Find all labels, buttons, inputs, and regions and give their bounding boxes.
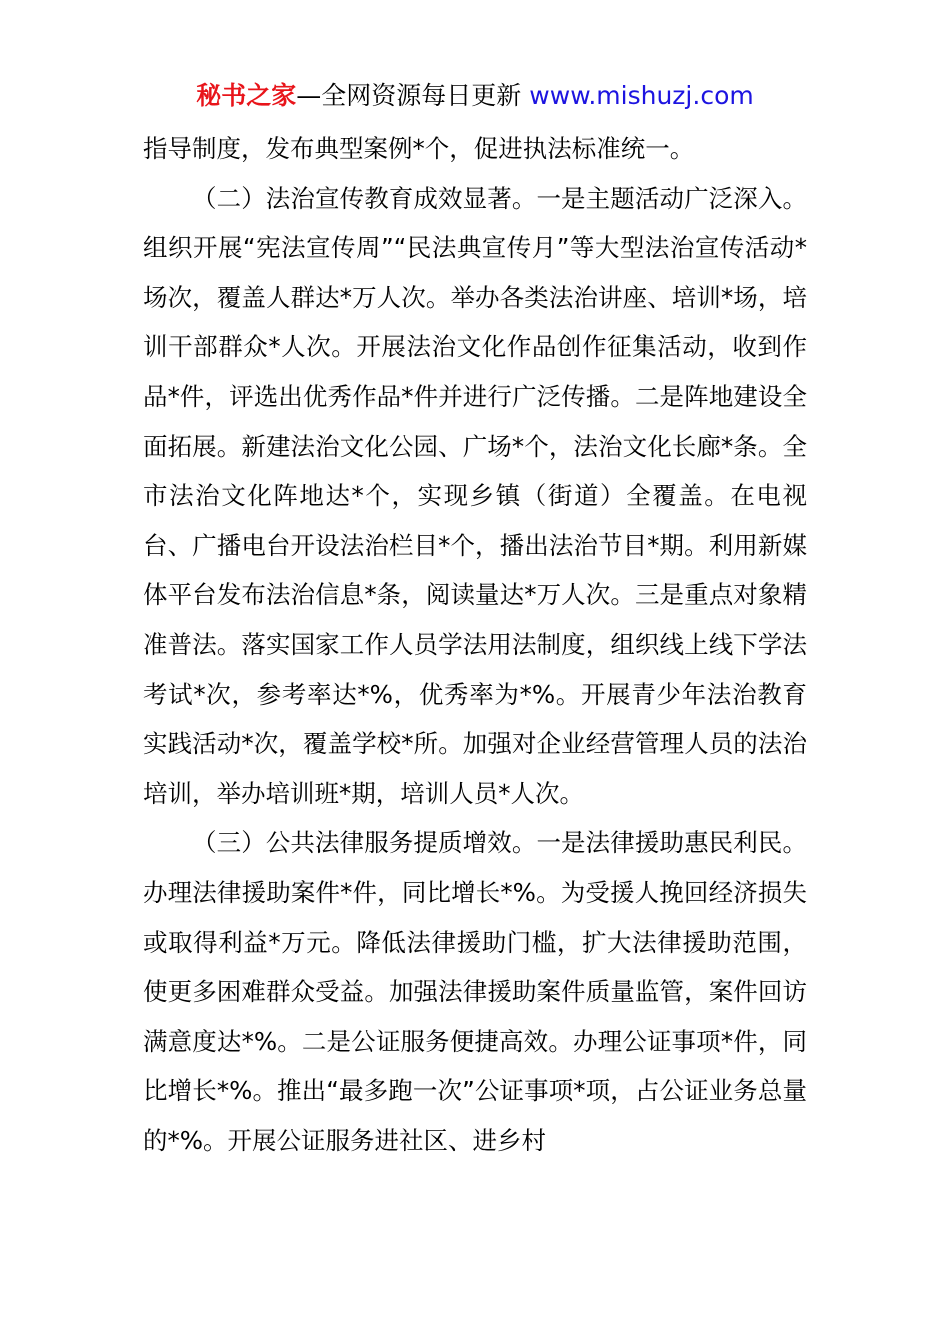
document-body bbox=[143, 124, 807, 1165]
header-tagline: —全网资源每日更新 bbox=[296, 81, 522, 110]
paragraph-continuation: 指导制度，发布典型案例*个，促进执法标准统一。 bbox=[143, 134, 695, 163]
brand-name: 秘书之家 bbox=[196, 81, 297, 110]
site-header bbox=[0, 80, 950, 112]
paragraph-legal-publicity: （二）法治宣传教育成效显著。一是主题活动广泛深入。组织开展“宪法宣传周”“民法典宣传月”等大型法治宣传活动*场次，覆盖人群达*万人次。举办各类法治讲座、培训*场，培训干部群众*人次。开展法治文化作品创作征集活动，收到作品*件，评选出优秀作品*件并进行广泛传播。二是阵地建设全面拓展。新建法治文化公园、广场*个，法治文化长廊*条。全市法治文化阵地达*个，实现乡镇（街道）全覆盖。在电视台、广播电台开设法治栏目*个，播出法治节目*期。利用新媒体平台发布法治信息*条，阅读量达*万人次。三是重点对象精准普法。落实国家工作人员学法用法制度，组织线上线下学法考试*次，参考率达*%，优秀率为*%。开展青少年法治教育实践活动*次，覆盖学校*所。加强对企业经营管理人员的法治培训，举办培训班*期，培训人员*人次。 bbox=[143, 183, 807, 808]
site-url-link[interactable]: www.mishuzj.com bbox=[529, 81, 754, 110]
paragraph-public-legal-services: （三）公共法律服务提质增效。一是法律援助惠民利民。办理法律援助案件*件，同比增长*%。为受援人挽回经济损失或取得利益*万元。降低法律援助门槛，扩大法律援助范围，使更多困难群众受益。加强法律援助案件质量监管，案件回访满意度达*%。二是公证服务便捷高效。办理公证事项*件，同比增长*%。推出“最多跑一次”公证事项*项，占公证业务总量的*%。开展公证服务进社区、进乡村 bbox=[143, 828, 807, 1155]
